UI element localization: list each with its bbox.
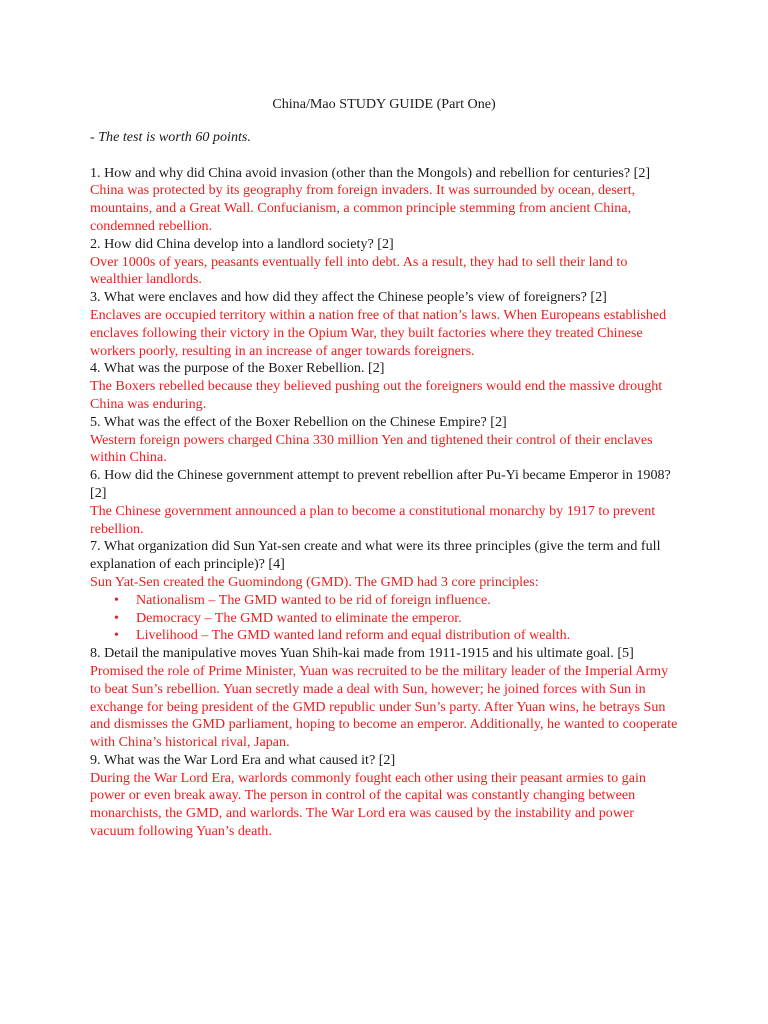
- principle-nationalism: Nationalism – The GMD wanted to be rid of foreign influence.: [136, 591, 491, 608]
- test-worth-note: - The test is worth 60 points.: [90, 128, 251, 145]
- principle-democracy: Democracy – The GMD wanted to eliminate the emperor.: [136, 609, 462, 626]
- question-2: 2. How did China develop into a landlord society? [2]: [90, 235, 394, 252]
- answer-3: Enclaves are occupied territory within a nation free of that nation’s laws. When Europeans established enclaves following their victory in the Opium War, they built factories where they treated Chinese workers poorly, resulting in an increase of anger towards foreigners.: [90, 306, 667, 359]
- principles-list: [90, 592, 678, 645]
- answer-8: Promised the role of Prime Minister, Yuan was recruited to be the military leader of the Imperial Army to beat Sun’s rebellion. Yuan secretly made a deal with Sun, however; he joined forces with Sun in exchange for being president of the GMD republic under Sun’s party. After Yuan wins, he betrays Sun and dismisses the GMD parliament, hoping to become an emperor. Additionally, he wanted to cooperate with China’s historical rival, Japan.: [90, 662, 678, 751]
- question-5: 5. What was the effect of the Boxer Rebellion on the Chinese Empire? [2]: [90, 413, 507, 430]
- question-6: 6. How did the Chinese government attempt to prevent rebellion after Pu-Yi became Emperor in 1908? [2]: [90, 467, 671, 501]
- bullet-icon: •: [114, 591, 119, 608]
- answer-6: The Chinese government announced a plan to become a constitutional monarchy by 1917 to prevent rebellion.: [90, 502, 656, 537]
- question-1: 1. How and why did China avoid invasion (other than the Mongols) and rebellion for centuries? [2]: [90, 164, 651, 181]
- question-4: 4. What was the purpose of the Boxer Rebellion. [2]: [90, 360, 385, 377]
- question-8: 8. Detail the manipulative moves Yuan Shih-kai made from 1911-1915 and his ultimate goal. [5]: [90, 645, 634, 662]
- bullet-icon: •: [114, 609, 119, 626]
- answer-4: The Boxers rebelled because they believed pushing out the foreigners would end the massive drought China was enduring.: [90, 378, 663, 412]
- answer-7: Sun Yat-Sen created the Guomindong (GMD). The GMD had 3 core principles:: [90, 573, 539, 590]
- answer-1: China was protected by its geography from foreign invaders. It was surrounded by ocean, desert, mountains, and a Great Wall. Confucianism, a common principle stemming from ancient China, condemned rebellion.: [90, 182, 636, 234]
- question-3: 3. What were enclaves and how did they affect the Chinese people’s view of foreigners? [2]: [90, 289, 607, 306]
- list-item: [90, 627, 678, 645]
- bullet-icon: •: [114, 627, 119, 644]
- question-9: 9. What was the War Lord Era and what caused it? [2]: [90, 751, 396, 768]
- page-title: China/Mao STUDY GUIDE (Part One): [272, 96, 496, 112]
- answer-5: Western foreign powers charged China 330 million Yen and tightened their control of their enclaves within China.: [90, 431, 653, 466]
- list-item: [90, 610, 678, 628]
- answer-9: During the War Lord Era, warlords commonly fought each other using their peasant armies to gain power or even break away. The person in control of the capital was constantly changing between monarchists, the GMD, and warlords. The War Lord era was caused by the instability and power vacuum following Yuan’s death.: [90, 769, 646, 840]
- list-item: [90, 592, 678, 610]
- question-7: 7. What organization did Sun Yat-sen create and what were its three principles (give the term and full explanation of each principle)? [4]: [90, 538, 661, 573]
- principle-livelihood: Livelihood – The GMD wanted land reform and equal distribution of wealth.: [136, 627, 571, 644]
- answer-2: Over 1000s of years, peasants eventually fell into debt. As a result, they had to sell their land to wealthier landlords.: [90, 253, 628, 288]
